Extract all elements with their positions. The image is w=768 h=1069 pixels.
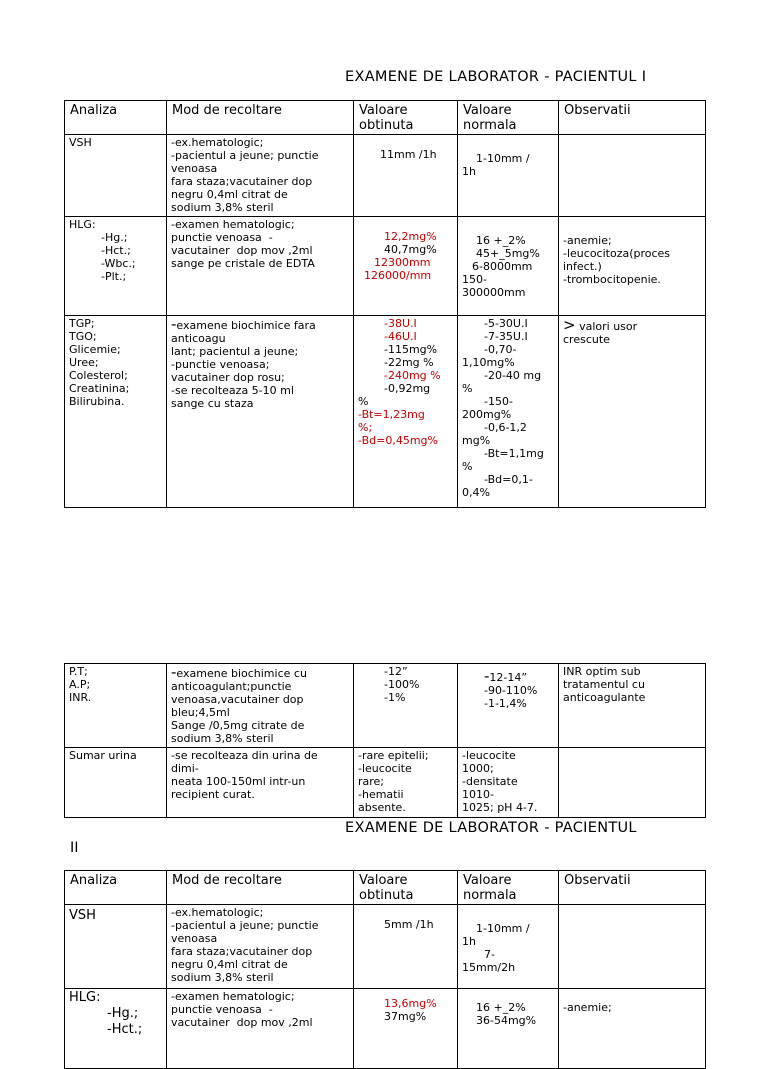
table-row-hlg [65,989,706,1069]
cell-mod-recoltare [167,989,354,1069]
valoare-line: absente. [358,801,406,814]
normala-line: 1025; pH 4-7. [462,801,538,814]
normala-line: 150- [462,273,487,286]
cell-mod-recoltare [167,316,354,508]
normala-line: -0,70- [484,343,517,356]
mod-line: -examen hematologic; [171,218,295,231]
normala-text: 12-14” [489,671,528,684]
normala-line: -0,6-1,2 [484,421,527,434]
lab-table-patient-1 [64,100,706,508]
normala-line: -Bd=0,1- [484,473,533,486]
normala-line: 15mm/2h [462,961,516,974]
normala-line: 16 +_2% [476,234,526,247]
valoare-line-abnormal: 126000/mm [364,269,432,282]
mod-line: anticoagu [171,332,226,345]
mod-line: dimi- [171,762,199,775]
cell-valoare-obtinuta [354,217,458,316]
mod-line: -se recolteaza 5-10 ml [171,384,294,397]
valoare-line: -1% [384,691,406,704]
valoare-line: 5mm /1h [384,918,434,931]
header-analiza: Analiza [65,871,167,905]
cell-analiza [65,989,167,1069]
header-mod-recoltare: Mod de recoltare [167,101,354,135]
greater-than-symbol: > [563,316,576,334]
analiza-text: HLG: [69,218,96,231]
valoare-line: -rare epitelii; [358,749,429,762]
header-mod-recoltare: Mod de recoltare [167,871,354,905]
valoare-line-abnormal: 12300mm [374,256,431,269]
cell-valoare-normala [458,316,559,508]
analiza-text: TGP; [69,317,95,330]
obs-line: INR optim sub [563,665,641,678]
obs-line: -anemie; [563,1001,612,1014]
analiza-text: Uree; [69,356,99,369]
header-valoare-normala: Valoare normala [458,871,559,905]
mod-line: negru 0,4ml citrat de [171,188,288,201]
obs-line: infect.) [563,260,602,273]
normala-line: -150- [484,395,513,408]
valoare-line-abnormal: -240mg % [384,369,441,382]
normala-line: 1,10mg% [462,356,515,369]
mod-line: vacutainer dop mov ,2ml [171,244,313,257]
analiza-text: Colesterol; [69,369,128,382]
cell-analiza [65,905,167,989]
normala-line: mg% [462,434,491,447]
analiza-text: HLG: [69,990,101,1005]
mod-line [171,315,349,333]
normala-line: -Bt=1,1mg [484,447,544,460]
normala-line: 1h [462,165,476,178]
mod-line: -pacientul a jeune; punctie [171,919,319,932]
normala-line: 1h [462,935,476,948]
analiza-text: -Hg.; [101,231,128,244]
mod-line: fara staza;vacutainer dop [171,175,313,188]
analiza-text: TGO; [69,330,97,343]
table-header-row [65,871,706,905]
analiza-text: INR. [69,691,92,704]
page-title-patient-2-continuation: II [70,840,79,856]
cell-valoare-obtinuta [354,316,458,508]
header-valoare-normala: Valoare normala [458,101,559,135]
header-valoare-obtinuta: Valoare obtinuta [354,871,458,905]
mod-line: punctie venoasa - [171,1003,273,1016]
header-observatii: Observatii [559,101,706,135]
cell-valoare-normala [458,135,559,217]
cell-mod-recoltare [167,217,354,316]
cell-valoare-normala [458,989,559,1069]
obs-line: -anemie; [563,234,612,247]
table-row-biochimie [65,316,706,508]
normala-line: -densitate [462,775,518,788]
normala-line: -leucocite [462,749,516,762]
valoare-line: -hematii [358,788,404,801]
bullet-dash: - [171,663,177,681]
mod-line: sange pe cristale de EDTA [171,257,315,270]
normala-line: 6-8000mm [472,260,533,273]
mod-line: -se recolteaza din urina de [171,749,318,762]
mod-line: -examen hematologic; [171,990,295,1003]
obs-text: valori usor [579,320,638,333]
table-row-sumar-urina [65,748,706,818]
valoare-line-abnormal: %; [358,421,373,434]
cell-analiza [65,217,167,316]
obs-line: -trombocitopenie. [563,273,661,286]
cell-analiza [65,316,167,508]
analiza-text: Glicemie; [69,343,121,356]
header-analiza: Analiza [65,101,167,135]
cell-analiza [65,748,167,818]
mod-line: neata 100-150ml intr-un [171,775,306,788]
normala-line: % [462,382,473,395]
valoare-line: rare; [358,775,385,788]
valoare-line-abnormal: -46U.I [384,330,417,343]
mod-line: -punctie venoasa; [171,358,270,371]
cell-valoare-normala [458,664,559,748]
valoare-line-abnormal: -Bd=0,45mg% [358,434,438,447]
normala-line: -1-1,4% [484,697,527,710]
mod-line: Sange /0,5mg citrate de [171,719,305,732]
valoare-line: 11mm /1h [380,148,437,161]
valoare-line-abnormal: 13,6mg% [384,997,437,1010]
cell-valoare-obtinuta [354,748,458,818]
obs-line: crescute [563,333,610,346]
normala-line: -5-30U.I [484,317,528,330]
mod-line: anticoagulant;punctie [171,680,292,693]
table-row-vsh [65,905,706,989]
normala-line: 200mg% [462,408,512,421]
valoare-line: -leucocite [358,762,412,775]
bullet-dash: - [484,667,490,685]
cell-valoare-normala [458,905,559,989]
mod-line: lant; pacientul a jeune; [171,345,299,358]
table-row-vsh [65,135,706,217]
valoare-line: -12” [384,665,408,678]
mod-line: venoasa,vacutainer dop [171,693,304,706]
analiza-text: Bilirubina. [69,395,125,408]
header-valoare-obtinuta: Valoare obtinuta [354,101,458,135]
mod-line: fara staza;vacutainer dop [171,945,313,958]
mod-line: punctie venoasa - [171,231,273,244]
page-title-patient-1: EXAMENE DE LABORATOR - PACIENTUL I [345,69,647,85]
normala-line: -20-40 mg [484,369,542,382]
valoare-line-abnormal: 12,2mg% [384,230,437,243]
mod-line: vacutainer dop rosu; [171,371,285,384]
obs-line: anticoagulante [563,691,646,704]
normala-line [462,667,554,685]
mod-text: examene biochimice fara [176,319,316,332]
table-header-row [65,101,706,135]
cell-observatii [559,316,706,508]
cell-mod-recoltare [167,664,354,748]
cell-valoare-obtinuta [354,664,458,748]
cell-valoare-obtinuta [354,135,458,217]
valoare-line: -22mg % [384,356,434,369]
valoare-line: -100% [384,678,420,691]
cell-observatii [559,217,706,316]
analiza-text: -Hct.; [101,244,131,257]
normala-line: 1-10mm / [476,152,530,165]
valoare-line: % [358,395,369,408]
cell-analiza [65,664,167,748]
normala-line: 1-10mm / [476,922,530,935]
normala-line: 7- [484,948,495,961]
normala-line: 1000; [462,762,494,775]
cell-valoare-obtinuta [354,989,458,1069]
normala-line: -7-35U.I [484,330,528,343]
table-row-coagulare [65,664,706,748]
normala-line: 36-54mg% [476,1014,537,1027]
cell-observatii [559,989,706,1069]
cell-mod-recoltare [167,748,354,818]
bullet-dash: - [171,315,177,333]
mod-line: -ex.hematologic; [171,136,264,149]
mod-line: vacutainer dop mov ,2ml [171,1016,313,1029]
cell-observatii [559,905,706,989]
analiza-text: -Hg.; [107,1006,139,1021]
cell-valoare-normala [458,217,559,316]
valoare-line: 40,7mg% [384,243,437,256]
analiza-text: VSH [69,136,92,149]
analiza-text: Creatinina; [69,382,130,395]
normala-line: 0,4% [462,486,490,499]
header-observatii: Observatii [559,871,706,905]
cell-valoare-obtinuta [354,905,458,989]
normala-line: 16 +_2% [476,1001,526,1014]
page-title-patient-2: EXAMENE DE LABORATOR - PACIENTUL [345,820,637,836]
mod-line: -ex.hematologic; [171,906,264,919]
cell-observatii [559,135,706,217]
lab-table-patient-1-continued [64,663,706,818]
normala-line: 45+_5mg% [476,247,540,260]
mod-line: venoasa [171,932,218,945]
mod-line [171,663,349,681]
valoare-line: -115mg% [384,343,438,356]
mod-line: venoasa [171,162,218,175]
normala-line: -90-110% [484,684,538,697]
analiza-text: Sumar urina [69,749,137,762]
mod-line: recipient curat. [171,788,255,801]
valoare-line: -0,92mg [384,382,431,395]
mod-line: sodium 3,8% steril [171,201,274,214]
mod-text: examene biochimice cu [176,667,307,680]
analiza-text: VSH [69,908,96,923]
cell-observatii [559,664,706,748]
table-row-hlg [65,217,706,316]
mod-line: sodium 3,8% steril [171,732,274,745]
analiza-text: P.T; [69,665,88,678]
cell-observatii [559,748,706,818]
normala-line: 300000mm [462,286,526,299]
lab-table-patient-2 [64,870,706,1069]
normala-line: 1010- [462,788,494,801]
obs-line: -leucocitoza(proces [563,247,671,260]
cell-mod-recoltare [167,135,354,217]
mod-line: bleu;4,5ml [171,706,230,719]
analiza-text: -Plt.; [101,270,127,283]
valoare-line-abnormal: -38U.I [384,317,417,330]
analiza-text: -Hct.; [107,1022,143,1037]
cell-valoare-normala [458,748,559,818]
obs-line [563,316,701,334]
valoare-line: 37mg% [384,1010,427,1023]
valoare-line-abnormal: -Bt=1,23mg [358,408,425,421]
obs-line: tratamentul cu [563,678,645,691]
mod-line: sange cu staza [171,397,254,410]
mod-line: sodium 3,8% steril [171,971,274,984]
cell-mod-recoltare [167,905,354,989]
mod-line: negru 0,4ml citrat de [171,958,288,971]
mod-line: -pacientul a jeune; punctie [171,149,319,162]
cell-analiza [65,135,167,217]
analiza-text: A.P; [69,678,91,691]
analiza-text: -Wbc.; [101,257,136,270]
normala-line: % [462,460,473,473]
